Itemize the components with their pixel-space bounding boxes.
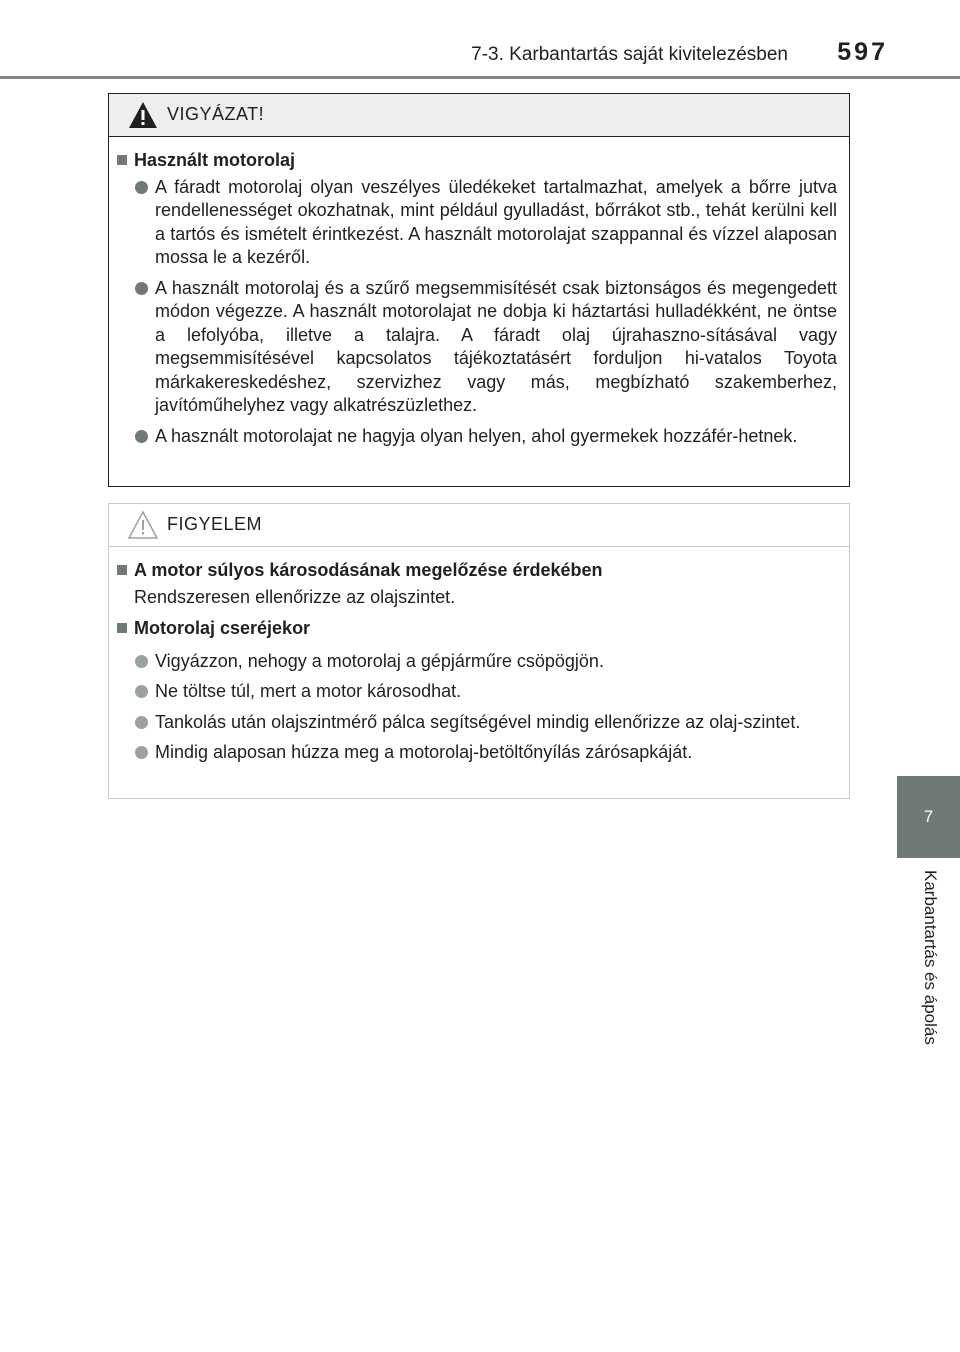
notice-box — [108, 503, 850, 799]
warning-section-title: Használt motorolaj — [117, 149, 837, 173]
square-bullet-icon — [117, 623, 127, 633]
notice-label: FIGYELEM — [167, 514, 263, 534]
square-bullet-icon — [117, 565, 127, 575]
bullet-dot-icon — [135, 746, 148, 759]
list-item: Tankolás után olajszintmérő pálca segítségével mindig ellenőrizze az olaj-szintet. — [117, 711, 837, 735]
bullet-dot-icon — [135, 181, 148, 194]
list-item: A használt motorolajat ne hagyja olyan helyen, ahol gyermekek hozzáfér-hetnek. — [117, 425, 837, 449]
caution-triangle-icon — [127, 510, 159, 540]
bullet-dot-icon — [135, 430, 148, 443]
warning-header — [109, 94, 849, 137]
notice-header — [109, 504, 849, 547]
warning-box — [108, 93, 850, 487]
bullet-dot-icon — [135, 655, 148, 668]
bullet-dot-icon — [135, 685, 148, 698]
notice-section-title: Motorolaj cseréjekor — [117, 617, 837, 641]
notice-text: Rendszeresen ellenőrizze az olajszintet. — [134, 586, 456, 607]
list-item: A fáradt motorolaj olyan veszélyes üledékeket tartalmazhat, amelyek a bőrre jutva rendellenességet okozhatnak, mint például gyulladást, bőrrákot stb., tehát kerülni kell a tartós és ismételt érintkezést. A használt motorolajat szappannal és vízzel alaposan mossa le a kezéről. — [117, 176, 837, 270]
list-item: Mindig alaposan húzza meg a motorolaj-betöltőnyílás zárósapkáját. — [117, 741, 837, 765]
header-divider — [0, 76, 960, 79]
list-item: A használt motorolaj és a szűrő megsemmisítését csak biztonságos és megengedett módon végezze. A használt motorolajat ne dobja ki háztartási hulladékként, ne öntse a lefolyóba, illetve a talajra. A fáradt olaj újrahaszno-sításával vagy megsemmisítésével kapcsolatos tájékoztatásért forduljon hi-vatalos Toyota márkakereskedéshez, szervizhez vagy más, megbízható szakemberhez, javítóműhelyhez vagy alkatrészüzlethez. — [117, 277, 837, 418]
chapter-tab: 7 — [897, 776, 960, 858]
warning-triangle-icon — [127, 100, 159, 130]
warning-body — [109, 137, 849, 448]
bullet-dot-icon — [135, 716, 148, 729]
list-item: Ne töltse túl, mert a motor károsodhat. — [117, 680, 837, 704]
warning-label: VIGYÁZAT! — [167, 104, 265, 124]
notice-body — [109, 547, 849, 765]
section-title: 7-3. Karbantartás saját kivitelezésben — [471, 44, 788, 65]
notice-section-title: A motor súlyos károsodásának megelőzése érdekében — [117, 559, 837, 583]
list-item: Vigyázzon, nehogy a motorolaj a gépjárműre csöpögjön. — [117, 650, 837, 674]
page-header — [0, 0, 960, 80]
chapter-label: Karbantartás és ápolás — [921, 870, 940, 1045]
square-bullet-icon — [117, 155, 127, 165]
page-number: 597 — [837, 38, 888, 66]
bullet-dot-icon — [135, 282, 148, 295]
